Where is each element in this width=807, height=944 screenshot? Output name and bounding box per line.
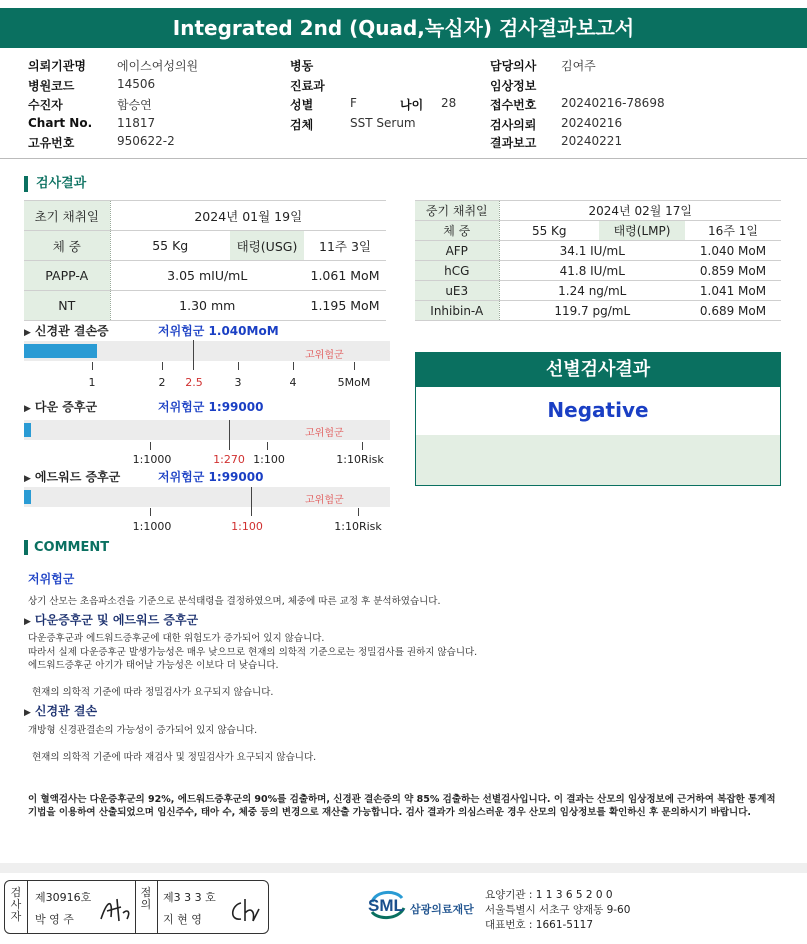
ntd-tick <box>354 362 355 370</box>
comment-title: COMMENT <box>24 540 109 555</box>
ntd-risk-label: 저위험군 1.040MoM <box>158 324 279 338</box>
second-ga-value: 16주 1일 <box>685 221 781 241</box>
ntd-bar-label: ▶ 신경관 결손증 <box>24 324 109 338</box>
hospital-code-value: 14506 <box>117 77 156 91</box>
first-trimester-table <box>24 200 386 321</box>
second-weight-label: 체 중 <box>415 221 499 241</box>
header-divider <box>0 158 807 159</box>
sml-brand: SML <box>368 896 404 915</box>
lab-info <box>485 888 630 933</box>
edwards-tick <box>358 508 359 516</box>
first-collect-date: 2024년 01월 19일 <box>110 201 386 231</box>
ntd-fill <box>24 344 97 358</box>
ntd-tick-label: 4 <box>289 376 297 389</box>
first-ga-label: 태령(USG) <box>230 231 304 261</box>
left-vertical-title: 검사자 <box>10 886 22 923</box>
triangle-icon: ▶ <box>24 708 31 718</box>
second-weight-value: 55 Kg <box>499 221 599 241</box>
edwards-cutoff-tick <box>251 487 252 516</box>
low-risk-title: 저위험군 <box>28 572 75 586</box>
edwards-tick <box>150 508 151 516</box>
edwards-fill <box>24 490 31 504</box>
first-analyte-value: 3.05 mIU/mL <box>110 261 304 291</box>
age-label: 나이 <box>400 98 424 112</box>
comment-line: 현재의 의학적 기준에 따라 재검사 및 정밀검사가 요구되지 않습니다. <box>32 752 317 763</box>
sml-brand-name: 삼광의료재단 <box>410 903 474 916</box>
patient-info <box>0 0 807 160</box>
down-tick-label: 1:10Risk <box>336 453 384 466</box>
down-cutoff-label: 1:270 <box>213 453 245 466</box>
specimen-value: SST Serum <box>350 116 416 130</box>
doctor-label: 담당의사 <box>490 59 537 73</box>
second-collect-date: 2024년 02월 17일 <box>499 201 781 221</box>
specimen-label: 검체 <box>290 118 314 132</box>
dept-label: 진료과 <box>290 79 325 93</box>
edwards-risk-label: 저위험군 1:99000 <box>158 470 264 484</box>
second-analyte-name: hCG <box>415 261 499 281</box>
second-analyte-value: 119.7 pg/mL <box>499 301 685 321</box>
request-label: 검사의뢰 <box>490 118 537 132</box>
right-signer-name: 지 현 영 <box>163 913 202 926</box>
sign-divider <box>135 881 136 933</box>
edwards-bar-label: ▶ 에드워드 증후군 <box>24 470 121 484</box>
doctor-value: 김여주 <box>561 59 596 73</box>
second-analyte-value: 41.8 IU/mL <box>499 261 685 281</box>
edwards-tick-label: 1:10Risk <box>334 520 382 533</box>
report-date-value: 20240221 <box>561 134 623 148</box>
triangle-icon: ▶ <box>24 328 31 338</box>
ntd-high-label: 고위험군 <box>305 350 344 361</box>
receipt-label: 접수번호 <box>490 98 537 112</box>
down-tick <box>362 442 363 450</box>
down-cutoff-tick <box>229 420 230 450</box>
second-trimester-table <box>415 200 781 321</box>
institution-value: 에이스여성의원 <box>117 59 199 73</box>
down-fill <box>24 423 31 437</box>
lab-phone: 대표번호 : 1661-5117 <box>485 919 594 931</box>
right-license-no: 제3 3 3 호 <box>163 891 216 904</box>
first-analyte-mom: 1.061 MoM <box>304 261 386 291</box>
second-analyte-name: AFP <box>415 241 499 261</box>
right-vertical-title: 점의 <box>140 886 152 911</box>
edwards-cutoff-label: 1:100 <box>231 520 263 533</box>
second-analyte-mom: 0.689 MoM <box>685 301 781 321</box>
chart-value: 11817 <box>117 116 156 130</box>
screening-disclaimer: 이 혈액검사는 다운증후군의 92%, 에드워드증후군의 90%를 검출하며, 신경관 결손증의 약 85% 검출하는 선별검사입니다. 이 결과는 산모의 임상정보에 근거하여 복잡한 통계적 기법을 이용하여 산출되었으며 임신주수, 태아 수, 체중 등의 변경으로 재산출 가능합니다. 검사 결과가 의심스러운 경우 산모의 임상정보를 확인하신 후 문의하시기 바랍니다. <box>28 794 776 818</box>
comment-line: 개방형 신경관결손의 가능성이 증가되어 있지 않습니다. <box>28 725 258 736</box>
receipt-value: 20240216-78698 <box>561 96 665 110</box>
unique-no-label: 고유번호 <box>28 136 75 150</box>
examinee-value: 함승연 <box>117 98 152 112</box>
second-analyte-value: 34.1 IU/mL <box>499 241 685 261</box>
second-analyte-mom: 1.040 MoM <box>685 241 781 261</box>
screening-result-value: Negative <box>547 398 649 422</box>
ntd-cutoff-tick <box>193 340 194 370</box>
comment-subtitle-syndromes: ▶ 다운증후군 및 에드워드 증후군 <box>24 613 199 627</box>
screening-result-blank <box>416 435 780 485</box>
report-title: Integrated 2nd (Quad,녹십자) 검사결과보고서 <box>0 8 807 48</box>
first-analyte-name: NT <box>24 291 110 321</box>
chart-label: Chart No. <box>28 116 93 130</box>
comment-line: 현재의 의학적 기준에 따라 정밀검사가 요구되지 않습니다. <box>32 687 274 698</box>
second-analyte-mom: 0.859 MoM <box>685 261 781 281</box>
footer-band <box>0 863 807 873</box>
ntd-tick-label: 3 <box>234 376 242 389</box>
age-value: 28 <box>441 96 457 110</box>
first-weight-label: 체 중 <box>24 231 110 261</box>
ntd-tick <box>293 362 294 370</box>
ntd-tick-label: 1 <box>88 376 96 389</box>
down-bar-label: ▶ 다운 증후군 <box>24 400 98 414</box>
sex-label: 성별 <box>290 98 314 112</box>
down-risk-label: 저위험군 1:99000 <box>158 400 264 414</box>
sign-divider <box>157 881 158 933</box>
clinical-label: 임상정보 <box>490 79 537 93</box>
first-analyte-name: PAPP-A <box>24 261 110 291</box>
ntd-tick-label: 5MoM <box>337 376 371 389</box>
triangle-icon: ▶ <box>24 404 31 414</box>
second-analyte-name: Inhibin-A <box>415 301 499 321</box>
triangle-icon: ▶ <box>24 617 31 627</box>
examinee-label: 수진자 <box>28 98 63 112</box>
first-weight-value: 55 Kg <box>110 231 230 261</box>
comment-line: 상기 산모는 초음파소견을 기준으로 분석태령을 결정하였으며, 체중에 따른 교정 후 분석하였습니다. <box>28 596 441 607</box>
unique-no-value: 950622-2 <box>117 134 175 148</box>
ntd-cutoff-label: 2.5 <box>185 376 203 389</box>
second-ga-label: 태령(LMP) <box>599 221 685 241</box>
hospital-code-label: 병원코드 <box>28 79 75 93</box>
request-value: 20240216 <box>561 116 623 130</box>
section-result-title: 검사결과 <box>24 176 86 192</box>
ntd-tick <box>92 362 93 370</box>
left-license-no: 제30916호 <box>35 891 92 904</box>
edwards-high-label: 고위험군 <box>305 495 344 506</box>
screening-result-box <box>415 352 781 486</box>
second-analyte-mom: 1.041 MoM <box>685 281 781 301</box>
ntd-tick <box>162 362 163 370</box>
signature-box <box>4 880 269 934</box>
down-tick <box>267 442 268 450</box>
ntd-tick <box>238 362 239 370</box>
down-tick <box>150 442 151 450</box>
right-signature-scribble <box>227 895 263 925</box>
lab-address: 서울특별시 서초구 양재동 9-60 <box>485 904 631 916</box>
first-analyte-mom: 1.195 MoM <box>304 291 386 321</box>
down-tick-label: 1:100 <box>253 453 285 466</box>
edwards-tick-label: 1:1000 <box>132 520 172 533</box>
first-ga-value: 11주 3일 <box>304 231 386 261</box>
sex-value: F <box>350 96 357 110</box>
second-analyte-value: 1.24 ng/mL <box>499 281 685 301</box>
institution-label: 의뢰기관명 <box>28 59 86 73</box>
first-collect-label: 초기 채취일 <box>24 201 110 231</box>
sign-divider <box>27 881 28 933</box>
report-date-label: 결과보고 <box>490 136 537 150</box>
down-tick-label: 1:1000 <box>132 453 172 466</box>
lab-institution-no: 요양기관 : 1 1 3 6 5 2 0 0 <box>485 889 613 901</box>
first-analyte-value: 1.30 mm <box>110 291 304 321</box>
second-analyte-name: uE3 <box>415 281 499 301</box>
ward-label: 병동 <box>290 59 314 73</box>
comment-line: 다운증후군과 에드워드증후군에 대한 위험도가 증가되어 있지 않습니다. <box>28 633 325 644</box>
left-signature-scribble <box>97 895 133 925</box>
triangle-icon: ▶ <box>24 474 31 484</box>
ntd-tick-label: 2 <box>158 376 166 389</box>
left-signer-name: 박 영 주 <box>35 913 74 926</box>
second-collect-label: 중기 채취일 <box>415 201 499 221</box>
comment-subtitle-ntd: ▶ 신경관 결손 <box>24 704 98 718</box>
comment-line: 따라서 실제 다운증후군 발생가능성은 매우 낮으므로 현재의 의학적 기준으로는 정밀검사를 권하지 않습니다. <box>28 647 478 658</box>
screening-result-title: 선별검사결과 <box>416 353 780 387</box>
down-high-label: 고위험군 <box>305 428 344 439</box>
comment-line: 에드워드증후군 아기가 태어날 가능성은 이보다 더 낮습니다. <box>28 660 279 671</box>
